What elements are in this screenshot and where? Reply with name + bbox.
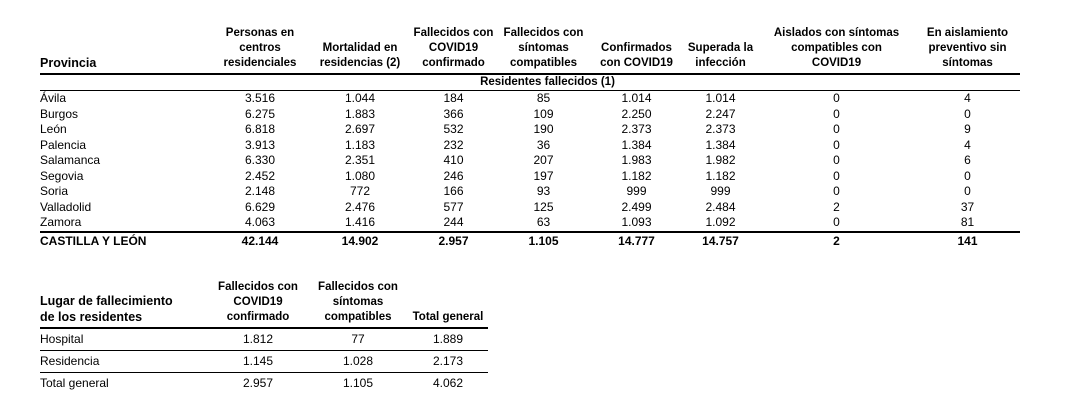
table-cell: 2.499 bbox=[621, 199, 652, 214]
table-cell: 2.351 bbox=[344, 153, 376, 167]
table-cell: 77 bbox=[308, 328, 408, 351]
table-cell: 81 bbox=[960, 215, 975, 229]
table-row bbox=[40, 184, 1020, 200]
table-cell: 6.818 bbox=[244, 122, 276, 136]
total-row bbox=[40, 232, 1020, 249]
table-row bbox=[40, 200, 1020, 216]
table-cell: 85 bbox=[536, 91, 551, 105]
table-cell: 999 bbox=[710, 184, 731, 198]
province-name: Segovia bbox=[40, 168, 84, 183]
table-cell: 244 bbox=[443, 215, 464, 229]
header-lugar: Lugar de fallecimiento de los residentes bbox=[40, 278, 208, 328]
table-cell: 1.105 bbox=[342, 376, 374, 390]
total-cell: 42.144 bbox=[210, 232, 310, 249]
total-cell: 14.902 bbox=[310, 232, 410, 249]
header-provincia: Provincia bbox=[40, 24, 210, 74]
table-cell: 2.957 bbox=[242, 376, 274, 390]
table-cell: 1.182 bbox=[705, 168, 736, 183]
table-cell: 4.063 bbox=[244, 215, 276, 229]
place-of-death-table bbox=[40, 278, 488, 394]
table-cell: 2.476 bbox=[344, 199, 376, 214]
table-cell: 1.384 bbox=[621, 137, 652, 152]
table-body bbox=[40, 91, 1020, 232]
header-fallecidos-sintomas: Fallecidos con síntomas compatibles bbox=[308, 278, 408, 328]
table-cell: 1.384 bbox=[705, 137, 736, 152]
table-cell: 0 bbox=[964, 184, 971, 198]
province-name: Palencia bbox=[40, 137, 87, 152]
province-name: Ávila bbox=[40, 91, 67, 105]
table-cell: 190 bbox=[533, 122, 554, 136]
table-row bbox=[40, 122, 1020, 138]
table-header-row bbox=[40, 24, 1020, 74]
table-cell: 6.275 bbox=[244, 106, 276, 121]
table-row bbox=[40, 138, 1020, 154]
subheader-residentes-fallecidos: Residentes fallecidos (1) bbox=[40, 74, 1020, 91]
table-cell: 0 bbox=[833, 215, 840, 229]
place-name: Hospital bbox=[40, 328, 208, 351]
total-cell: 2 bbox=[758, 232, 915, 249]
table-cell: 9 bbox=[964, 122, 971, 136]
table-cell: 772 bbox=[349, 184, 371, 198]
table-cell: 6 bbox=[964, 153, 971, 167]
subheader-row bbox=[40, 74, 1020, 91]
table-cell: 0 bbox=[833, 137, 840, 152]
table-cell: 0 bbox=[833, 122, 840, 136]
residences-table bbox=[40, 24, 1020, 249]
table-cell: 63 bbox=[536, 215, 551, 229]
province-name: Soria bbox=[40, 184, 69, 198]
table-cell: 2.452 bbox=[244, 168, 276, 183]
table-cell: 1.889 bbox=[408, 328, 488, 351]
table-cell: 197 bbox=[533, 168, 554, 183]
total-cell: 2.957 bbox=[410, 232, 497, 249]
table-cell: 1.092 bbox=[705, 215, 736, 229]
table-cell: 2.697 bbox=[344, 122, 376, 136]
header-fallecidos-confirmado: Fallecidos con COVID19 confirmado bbox=[208, 278, 308, 328]
table-cell: 1.983 bbox=[621, 153, 652, 167]
table-row bbox=[40, 91, 1020, 107]
place-name: Total general bbox=[40, 376, 109, 390]
table-cell: 93 bbox=[536, 184, 551, 198]
header-confirmados: Confirmados con COVID19 bbox=[590, 24, 683, 74]
table-header-row bbox=[40, 278, 488, 328]
table-cell: 1.145 bbox=[208, 351, 308, 373]
table-row bbox=[40, 169, 1020, 185]
table-row bbox=[40, 153, 1020, 169]
header-mortalidad: Mortalidad en residencias (2) bbox=[310, 24, 410, 74]
table-cell: 0 bbox=[833, 168, 840, 183]
table-cell: 532 bbox=[443, 122, 464, 136]
table-cell: 3.913 bbox=[244, 137, 276, 152]
table-cell: 1.183 bbox=[344, 137, 376, 152]
table-cell: 6.330 bbox=[244, 153, 276, 167]
table-cell: 1.182 bbox=[621, 168, 652, 183]
table-cell: 166 bbox=[443, 184, 464, 198]
table-cell: 37 bbox=[960, 199, 975, 214]
table-cell: 2.373 bbox=[621, 122, 652, 136]
table-cell: 0 bbox=[833, 106, 840, 121]
table-cell: 0 bbox=[964, 168, 971, 183]
table-cell: 4 bbox=[964, 137, 971, 152]
total-label: CASTILLA Y LEÓN bbox=[40, 232, 210, 249]
table-cell: 4 bbox=[964, 91, 971, 105]
place-name: Residencia bbox=[40, 351, 208, 373]
table-row bbox=[40, 215, 1020, 232]
total-cell: 14.757 bbox=[683, 232, 758, 249]
table-cell: 2.250 bbox=[621, 106, 652, 121]
header-aislados: Aislados con síntomas compatibles con COVID19 bbox=[758, 24, 915, 74]
table-cell: 1.028 bbox=[308, 351, 408, 373]
table-cell: 1.883 bbox=[344, 106, 376, 121]
table-cell: 999 bbox=[626, 184, 647, 198]
table-cell: 1.416 bbox=[344, 215, 376, 229]
table-cell: 1.044 bbox=[344, 91, 376, 105]
table-cell: 410 bbox=[443, 153, 464, 167]
table-cell: 1.014 bbox=[705, 91, 736, 105]
table-cell: 2 bbox=[833, 199, 840, 214]
header-fallecidos-sintomas: Fallecidos con síntomas compatibles bbox=[497, 24, 590, 74]
table-cell: 1.093 bbox=[621, 215, 652, 229]
table-row bbox=[40, 107, 1020, 123]
table-cell: 109 bbox=[533, 106, 554, 121]
table-cell: 4.062 bbox=[432, 376, 464, 390]
header-superada: Superada la infección bbox=[683, 24, 758, 74]
table-cell: 0 bbox=[833, 153, 840, 167]
total-cell: 141 bbox=[915, 232, 1020, 249]
table-cell: 1.812 bbox=[208, 328, 308, 351]
table-cell: 2.173 bbox=[408, 351, 488, 373]
table-cell: 2.484 bbox=[705, 199, 736, 214]
table-row bbox=[40, 351, 488, 373]
total-cell: 14.777 bbox=[590, 232, 683, 249]
province-name: Zamora bbox=[40, 215, 82, 229]
table-cell: 125 bbox=[533, 199, 554, 214]
table-cell: 0 bbox=[964, 106, 971, 121]
table-cell: 246 bbox=[443, 168, 464, 183]
header-aislamiento-preventivo: En aislamiento preventivo sin síntomas bbox=[915, 24, 1020, 74]
table-row bbox=[40, 328, 488, 351]
total-cell: 1.105 bbox=[497, 232, 590, 249]
table-cell: 0 bbox=[833, 184, 840, 198]
table-row bbox=[40, 373, 488, 395]
table-cell: 0 bbox=[833, 91, 840, 105]
table-cell: 6.629 bbox=[244, 199, 276, 214]
table-cell: 232 bbox=[443, 137, 464, 152]
header-total-general: Total general bbox=[408, 278, 488, 328]
table-cell: 1.080 bbox=[344, 168, 376, 183]
table-cell: 1.014 bbox=[621, 91, 652, 105]
table-cell: 2.373 bbox=[705, 122, 736, 136]
table-body bbox=[40, 328, 488, 394]
table-cell: 207 bbox=[533, 153, 554, 167]
province-name: Burgos bbox=[40, 106, 79, 121]
province-name: León bbox=[40, 122, 67, 136]
table-cell: 36 bbox=[536, 137, 551, 152]
table-cell: 2.247 bbox=[705, 106, 736, 121]
header-fallecidos-confirmado: Fallecidos con COVID19 confirmado bbox=[410, 24, 497, 74]
province-name: Valladolid bbox=[40, 199, 92, 214]
table-cell: 2.148 bbox=[244, 184, 276, 198]
table-cell: 1.982 bbox=[705, 153, 736, 167]
table-cell: 577 bbox=[443, 199, 464, 214]
header-personas: Personas en centros residenciales bbox=[210, 24, 310, 74]
table-cell: 366 bbox=[443, 106, 464, 121]
province-name: Salamanca bbox=[40, 153, 101, 167]
table-cell: 184 bbox=[443, 91, 464, 105]
table-cell: 3.516 bbox=[244, 91, 276, 105]
